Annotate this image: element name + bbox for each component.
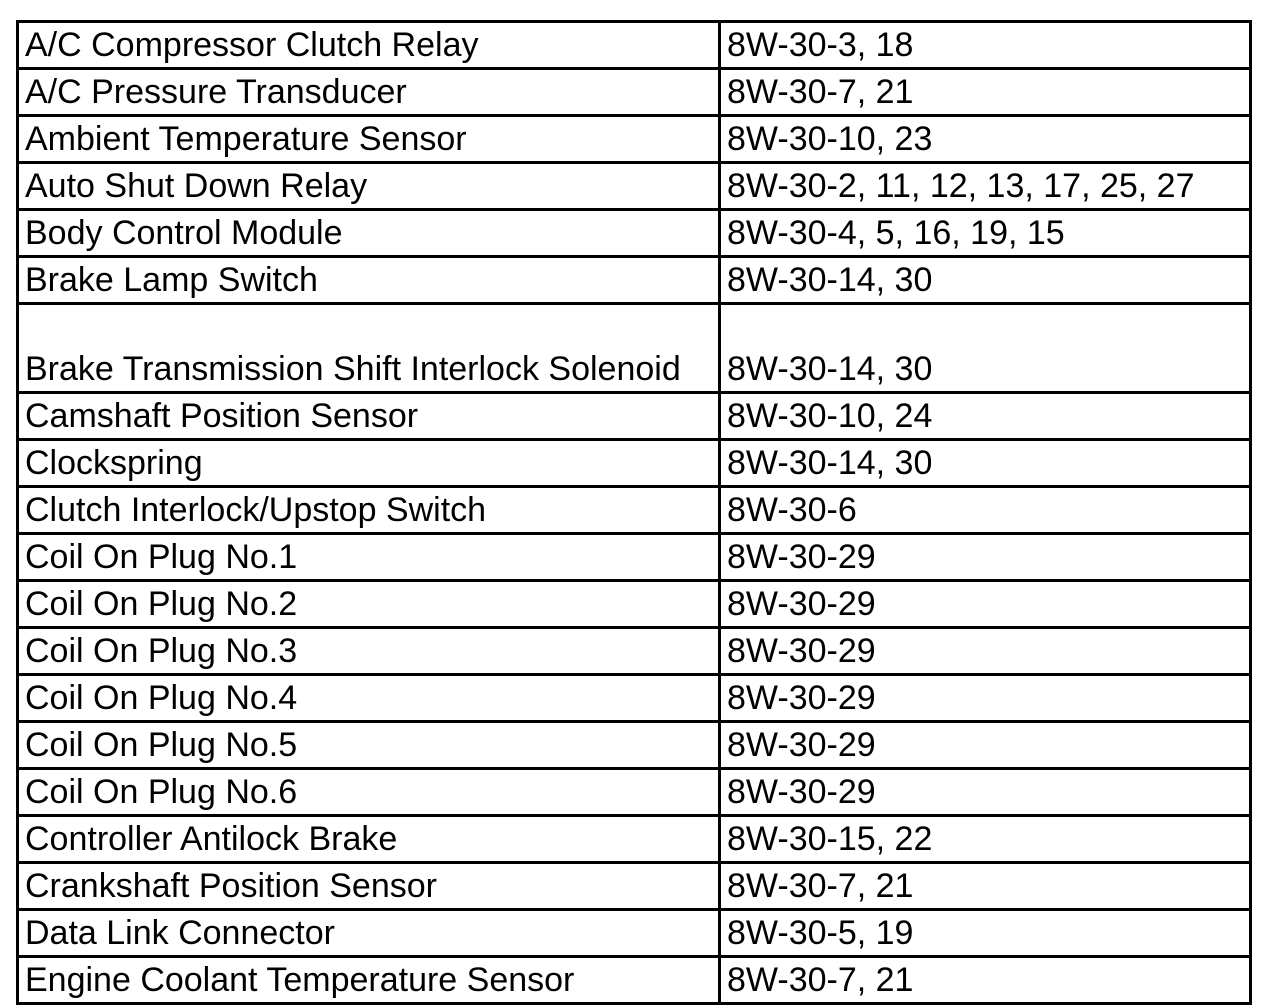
page-reference-cell: 8W-30-7, 21 [720, 957, 1251, 1004]
table-row [18, 957, 1251, 1004]
page-reference-cell: 8W-30-29 [720, 534, 1251, 581]
component-name-cell: Camshaft Position Sensor [18, 393, 720, 440]
page-reference-cell: 8W-30-29 [720, 628, 1251, 675]
component-name-cell: Brake Transmission Shift Interlock Solenoid [18, 304, 720, 393]
table-row [18, 116, 1251, 163]
component-name-cell: Data Link Connector [18, 910, 720, 957]
page-reference-cell: 8W-30-14, 30 [720, 304, 1251, 393]
page-reference-cell: 8W-30-14, 30 [720, 440, 1251, 487]
table-row [18, 722, 1251, 769]
table-row [18, 581, 1251, 628]
page-reference-cell: 8W-30-29 [720, 581, 1251, 628]
table-row [18, 675, 1251, 722]
table-row [18, 69, 1251, 116]
table-row [18, 210, 1251, 257]
component-name-cell: Ambient Temperature Sensor [18, 116, 720, 163]
component-name-cell: Clockspring [18, 440, 720, 487]
page-reference-cell: 8W-30-4, 5, 16, 19, 15 [720, 210, 1251, 257]
component-name-cell: Coil On Plug No.3 [18, 628, 720, 675]
component-name-cell: Engine Coolant Temperature Sensor [18, 957, 720, 1004]
table-row [18, 534, 1251, 581]
page-reference-cell: 8W-30-29 [720, 769, 1251, 816]
page-reference-cell: 8W-30-29 [720, 722, 1251, 769]
table-row [18, 163, 1251, 210]
table-row [18, 863, 1251, 910]
component-name-cell: Controller Antilock Brake [18, 816, 720, 863]
component-name-cell: Coil On Plug No.4 [18, 675, 720, 722]
page-reference-cell: 8W-30-2, 11, 12, 13, 17, 25, 27 [720, 163, 1251, 210]
component-name-cell: Brake Lamp Switch [18, 257, 720, 304]
page-reference-cell: 8W-30-14, 30 [720, 257, 1251, 304]
table-row [18, 257, 1251, 304]
component-name-cell: A/C Pressure Transducer [18, 69, 720, 116]
table-row [18, 304, 1251, 393]
component-name-cell: Coil On Plug No.5 [18, 722, 720, 769]
table-row [18, 816, 1251, 863]
table-row [18, 910, 1251, 957]
component-name-cell: Crankshaft Position Sensor [18, 863, 720, 910]
page-reference-cell: 8W-30-15, 22 [720, 816, 1251, 863]
component-name-cell: Clutch Interlock/Upstop Switch [18, 487, 720, 534]
table-row [18, 393, 1251, 440]
component-index-table [16, 20, 1252, 1005]
page-reference-cell: 8W-30-7, 21 [720, 863, 1251, 910]
page-reference-cell: 8W-30-3, 18 [720, 22, 1251, 69]
table-row [18, 22, 1251, 69]
table-row [18, 487, 1251, 534]
component-name-cell: Auto Shut Down Relay [18, 163, 720, 210]
table-row [18, 769, 1251, 816]
component-name-cell: Coil On Plug No.1 [18, 534, 720, 581]
page-reference-cell: 8W-30-10, 24 [720, 393, 1251, 440]
page-reference-cell: 8W-30-10, 23 [720, 116, 1251, 163]
component-name-cell: A/C Compressor Clutch Relay [18, 22, 720, 69]
component-name-cell: Body Control Module [18, 210, 720, 257]
page-reference-cell: 8W-30-29 [720, 675, 1251, 722]
table-row [18, 440, 1251, 487]
component-name-cell: Coil On Plug No.2 [18, 581, 720, 628]
table-row [18, 628, 1251, 675]
page-reference-cell: 8W-30-6 [720, 487, 1251, 534]
page-reference-cell: 8W-30-7, 21 [720, 69, 1251, 116]
page-reference-cell: 8W-30-5, 19 [720, 910, 1251, 957]
component-name-cell: Coil On Plug No.6 [18, 769, 720, 816]
